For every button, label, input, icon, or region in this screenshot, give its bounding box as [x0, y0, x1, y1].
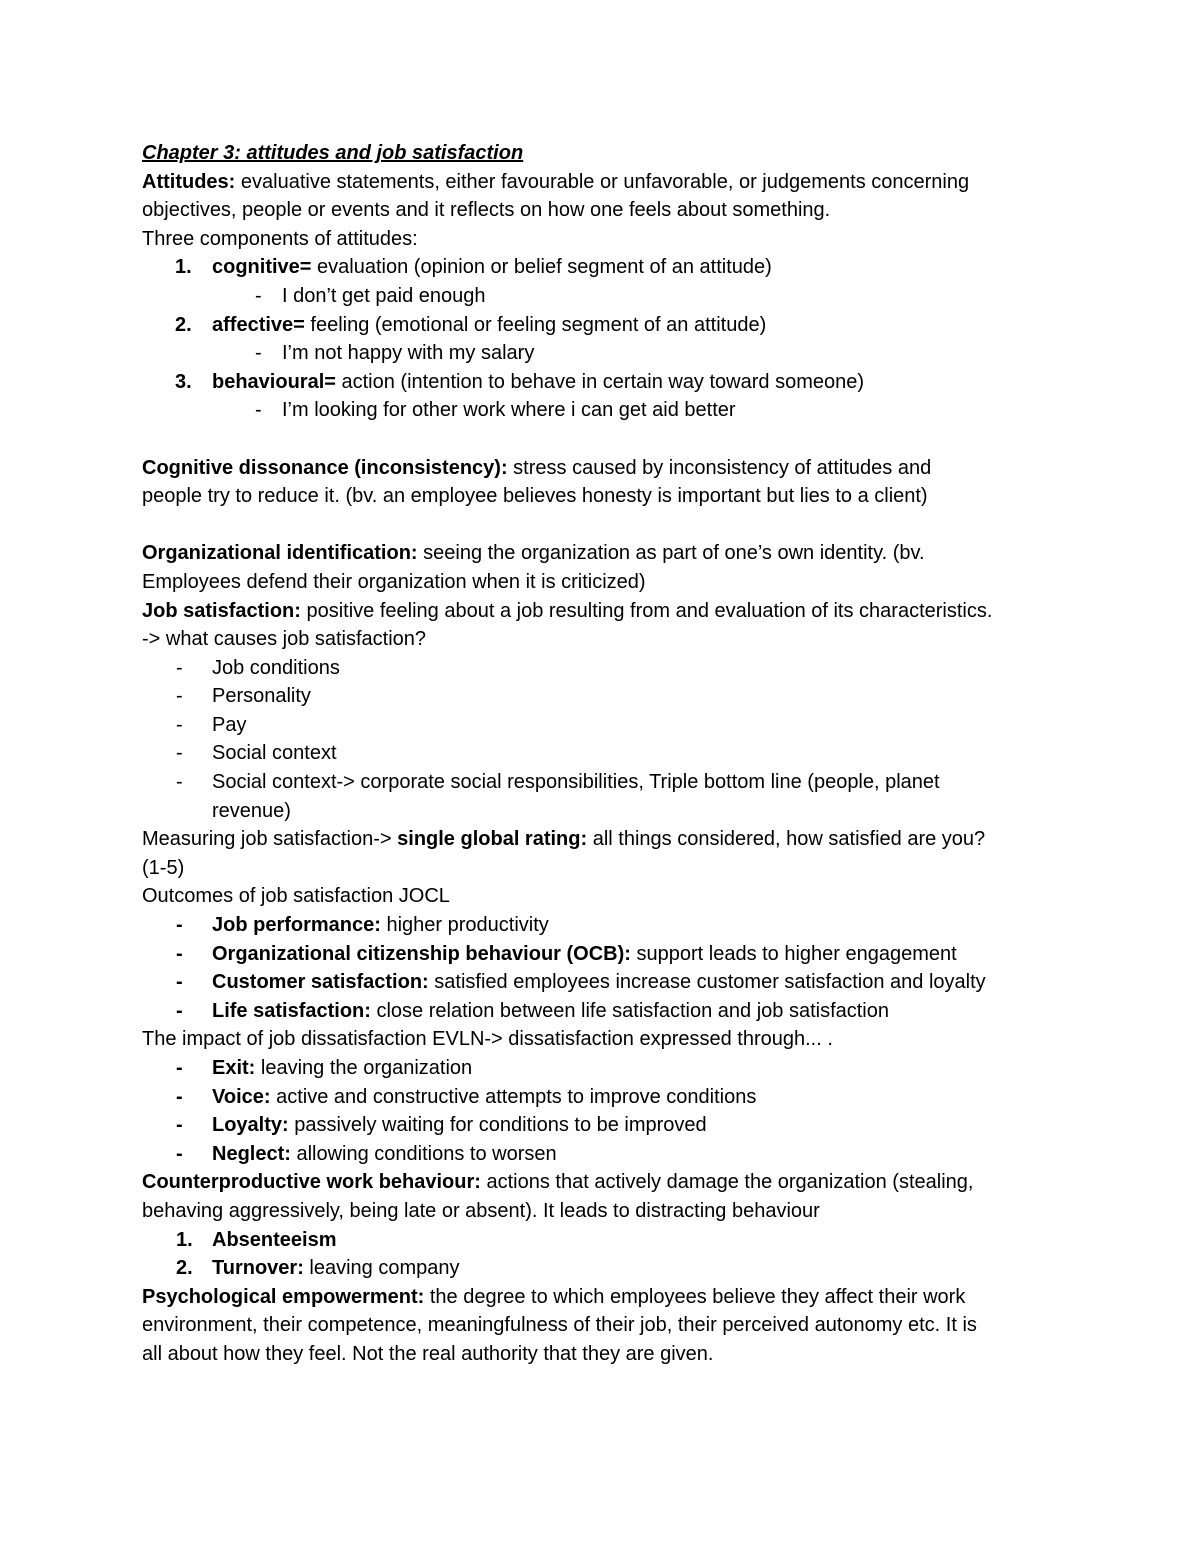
job-satisfaction-definition: [142, 597, 1082, 626]
org-identification-term: Organizational identification:: [142, 542, 418, 565]
evln-desc: leaving the organization: [255, 1057, 473, 1079]
measuring-line-1: all things considered, how satisfied are you?: [587, 828, 986, 851]
cognitive-dissonance-line-2: people try to reduce it. (bv. an employee believes honesty is important but lies to a client): [142, 485, 928, 508]
dash-bullet: -: [176, 771, 183, 794]
document-page: [142, 139, 1082, 1369]
outcome-term: Job performance:: [212, 914, 381, 937]
list-item: [142, 768, 1082, 825]
psych-empowerment-line-2: environment, their competence, meaningfulness of their job, their perceived autonomy etc. It is: [142, 1314, 977, 1337]
dash-bullet: -: [255, 284, 262, 307]
dash-bullet: -: [255, 399, 262, 422]
list-item: [142, 1140, 1082, 1169]
component-item: [142, 253, 1082, 282]
spacer: [142, 425, 1082, 454]
measuring-prefix: Measuring job satisfaction->: [142, 828, 398, 851]
attitudes-term: Attitudes:: [142, 170, 236, 193]
list-item: [142, 1254, 1082, 1283]
impact-heading: The impact of job dissatisfaction EVLN-> dissatisfaction expressed through... .: [142, 1028, 833, 1051]
page-title: Chapter 3: attitudes and job satisfaction: [142, 142, 524, 164]
measuring-line-2: (1-5): [142, 856, 185, 879]
example-text: I don’t get paid enough: [282, 284, 486, 307]
counter-desc: leaving company: [303, 1257, 460, 1280]
component-example: [142, 339, 1082, 368]
dash-bullet: -: [176, 1057, 183, 1079]
psych-empowerment-term: Psychological empowerment:: [142, 1285, 425, 1308]
dash-bullet: -: [176, 713, 183, 736]
evln-term: Neglect:: [212, 1142, 291, 1165]
list-item: [142, 1111, 1082, 1140]
list-number: 1.: [175, 256, 192, 279]
cognitive-dissonance-definition: [142, 454, 1082, 483]
counter-term: Turnover:: [212, 1257, 304, 1280]
component-desc: action (intention to behave in certain way toward someone): [335, 370, 865, 393]
list-item: [142, 654, 1082, 683]
list-item: [142, 1054, 1082, 1083]
evln-term: Exit:: [212, 1057, 256, 1079]
counterproductive-line-1: actions that actively damage the organization (stealing,: [480, 1171, 974, 1194]
cause-text: Social context: [212, 742, 337, 765]
evln-desc: active and constructive attempts to improve conditions: [270, 1085, 757, 1108]
attitudes-line-2: objectives, people or events and it reflects on how one feels about something.: [142, 199, 831, 222]
cause-text: Personality: [212, 685, 311, 708]
list-number: 2.: [175, 313, 192, 336]
outcome-term: Customer satisfaction:: [212, 971, 429, 994]
dash-bullet: -: [176, 1114, 183, 1137]
dash-bullet: -: [255, 342, 262, 365]
measuring-term: single global rating:: [397, 828, 588, 851]
list-item: [142, 997, 1082, 1026]
dash-bullet: -: [176, 685, 183, 708]
job-satisfaction-line-1: positive feeling about a job resulting from and evaluation of its characteristics.: [300, 599, 993, 622]
component-term: behavioural=: [212, 370, 336, 393]
list-item: [142, 1083, 1082, 1112]
evln-term: Voice:: [212, 1085, 271, 1108]
causes-question: -> what causes job satisfaction?: [142, 628, 427, 651]
attitudes-line-1: evaluative statements, either favourable or unfavorable, or judgements concerning: [235, 170, 970, 193]
outcome-term: Life satisfaction:: [212, 999, 371, 1022]
list-number: 1.: [176, 1228, 193, 1251]
counter-term: Absenteeism: [212, 1228, 337, 1251]
list-item: [142, 711, 1082, 740]
dash-bullet: -: [176, 1085, 183, 1108]
cognitive-dissonance-line-1: stress caused by inconsistency of attitudes and: [507, 456, 932, 479]
counterproductive-definition: [142, 1168, 1082, 1197]
measuring-line: [142, 825, 1082, 854]
cognitive-dissonance-term: Cognitive dissonance (inconsistency):: [142, 456, 508, 479]
list-item: [142, 911, 1082, 940]
counterproductive-line-2: behaving aggressively, being late or absent). It leads to distracting behaviour: [142, 1199, 820, 1222]
dash-bullet: -: [176, 742, 183, 765]
job-satisfaction-term: Job satisfaction:: [142, 599, 301, 622]
counterproductive-term: Counterproductive work behaviour:: [142, 1171, 481, 1194]
attitudes-definition: [142, 168, 1082, 197]
cause-text: Pay: [212, 713, 247, 736]
component-term: cognitive=: [212, 256, 312, 279]
component-term: affective=: [212, 313, 305, 336]
example-text: I’m looking for other work where i can get aid better: [282, 399, 736, 422]
three-components-heading: Three components of attitudes:: [142, 227, 418, 250]
dash-bullet: -: [176, 1142, 183, 1165]
component-example: [142, 282, 1082, 311]
org-identification-line-2: Employees defend their organization when it is criticized): [142, 570, 646, 593]
list-item: [142, 739, 1082, 768]
cause-text: Social context-> corporate social responsibilities, Triple bottom line (people, planet revenue): [212, 771, 940, 822]
outcome-term: Organizational citizenship behaviour (OCB):: [212, 942, 631, 965]
component-desc: feeling (emotional or feeling segment of an attitude): [304, 313, 767, 336]
component-example: [142, 396, 1082, 425]
evln-desc: passively waiting for conditions to be improved: [288, 1114, 707, 1137]
cause-text: Job conditions: [212, 656, 340, 679]
outcomes-heading: Outcomes of job satisfaction JOCL: [142, 885, 450, 908]
dash-bullet: -: [176, 971, 183, 994]
example-text: I’m not happy with my salary: [282, 342, 535, 365]
outcome-desc: higher productivity: [380, 914, 549, 937]
list-number: 2.: [176, 1257, 193, 1280]
list-item: [142, 940, 1082, 969]
org-identification-definition: [142, 539, 1082, 568]
evln-desc: allowing conditions to worsen: [290, 1142, 557, 1165]
psych-empowerment-line-1: the degree to which employees believe they affect their work: [424, 1285, 966, 1308]
spacer: [142, 511, 1082, 540]
component-item: [142, 311, 1082, 340]
dash-bullet: -: [176, 914, 183, 937]
psych-empowerment-definition: [142, 1283, 1082, 1312]
psych-empowerment-line-3: all about how they feel. Not the real authority that they are given.: [142, 1342, 714, 1365]
outcome-desc: support leads to higher engagement: [630, 942, 957, 965]
dash-bullet: -: [176, 999, 183, 1022]
org-identification-line-1: seeing the organization as part of one’s own identity. (bv.: [417, 542, 925, 565]
component-item: [142, 368, 1082, 397]
list-number: 3.: [175, 370, 192, 393]
outcome-desc: close relation between life satisfaction and job satisfaction: [370, 999, 889, 1022]
list-item: [142, 682, 1082, 711]
dash-bullet: -: [176, 942, 183, 965]
list-item: [142, 1226, 1082, 1255]
dash-bullet: -: [176, 656, 183, 679]
evln-term: Loyalty:: [212, 1114, 289, 1137]
component-desc: evaluation (opinion or belief segment of an attitude): [311, 256, 772, 279]
list-item: [142, 968, 1082, 997]
outcome-desc: satisfied employees increase customer satisfaction and loyalty: [428, 971, 986, 994]
